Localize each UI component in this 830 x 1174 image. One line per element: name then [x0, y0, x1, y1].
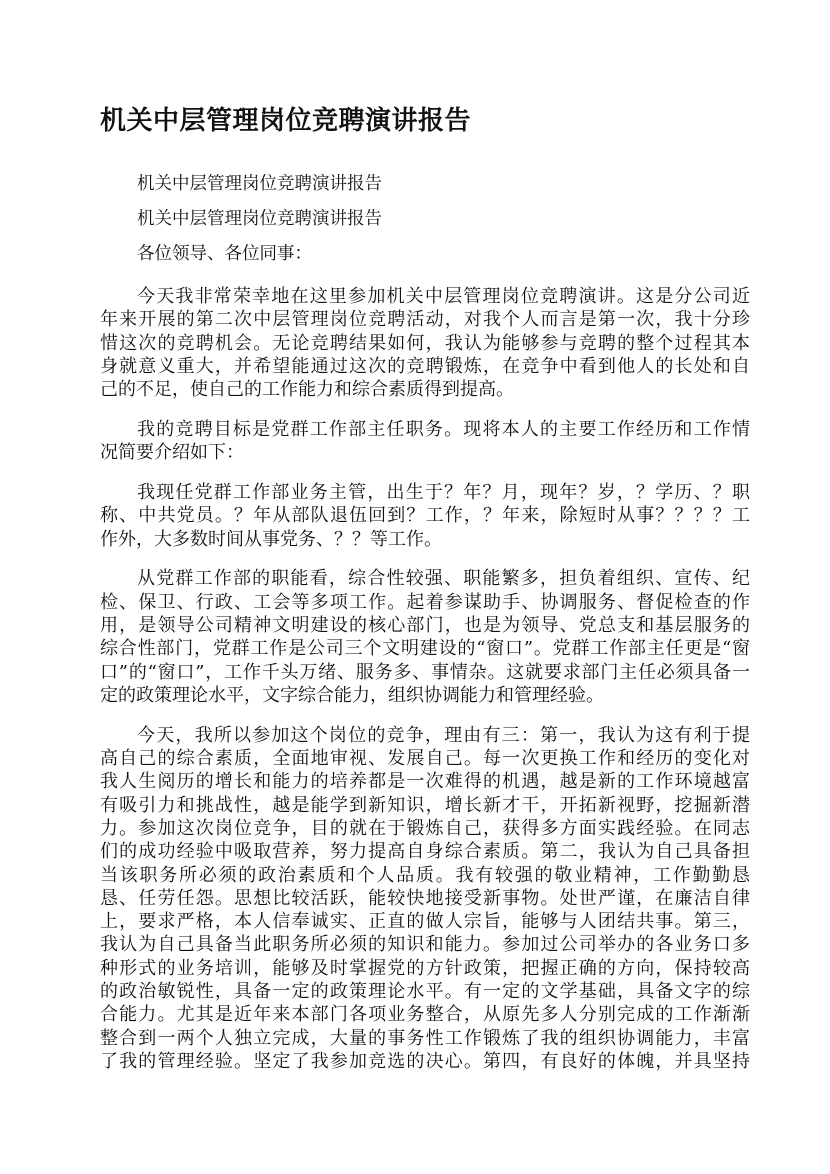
text-line: 的政治敏锐性，具备一定的政策理论水平。有一定的文学基础，具备文字的综	[100, 981, 750, 1003]
text-line: 身就意义重大，并希望能通过这次的竞聘锻炼，在竞争中看到他人的长处和自	[100, 355, 750, 377]
text-line: 合能力。尤其是近年来本部门各项业务整合，从原先多人分别完成的工作渐渐	[100, 1004, 750, 1026]
text-line: 我认为自己具备当此职务所必须的知识和能力。参加过公司举办的各业务口多	[100, 934, 750, 956]
text-line: 恳、任劳任怨。思想比较活跃，能较快地接受新事物。处世严谨，在廉洁自律	[100, 887, 750, 909]
text-line: 我的竞聘目标是党群工作部主任职务。现将本人的主要工作经历和工作情	[137, 418, 750, 440]
text-line: 整合到一两个人独立完成，大量的事务性工作锻炼了我的组织协调能力，丰富	[100, 1027, 750, 1049]
text-line: 今天我非常荣幸地在这里参加机关中层管理岗位竞聘演讲。这是分公司近	[137, 286, 750, 307]
text-line: 种形式的业务培训，能够及时掌握党的方针政策，把握正确的方向，保持较高	[100, 957, 750, 979]
document-title: 机关中层管理岗位竞聘演讲报告	[100, 106, 472, 136]
paragraph	[100, 418, 750, 465]
text-line: 当该职务所必须的政治素质和个人品质。我有较强的敬业精神，工作勤勤恳	[100, 864, 750, 886]
text-line: 今天，我所以参加这个岗位的竞争，理由有三：第一，我认为这有利于提	[137, 724, 750, 746]
text-line: 惜这次的竞聘机会。无论竞聘结果如何，我认为能够参与竞聘的整个过程其本	[100, 332, 750, 354]
text-line: 有吸引力和挑战性，越是能学到新知识，增长新才干，开拓新视野，挖掘新潜	[100, 794, 750, 816]
text-line: 作外，大多数时间从事党务、？？等工作。	[100, 528, 442, 550]
text-line: 检、保卫、行政、工会等多项工作。起着参谋助手、协调服务、督促检查的作	[100, 591, 750, 613]
text-line: 们的成功经验中吸取营养，努力提高自身综合素质。第二，我认为自己具备担	[100, 841, 750, 863]
subtitle-1: 机关中层管理岗位竞聘演讲报告	[137, 174, 382, 194]
document-body	[100, 285, 750, 1090]
text-line: 高自己的综合素质，全面地审视、发展自己。每一次更换工作和经历的变化对	[100, 748, 750, 770]
text-line: 口”的“窗口”，工作千头万绪、服务多、事情杂。这就要求部门主任必须具备一	[100, 661, 750, 683]
text-line: 年来开展的第二次中层管理岗位竞聘活动，对我个人而言是第一次，我十分珍	[100, 309, 750, 331]
text-line: 况简要介绍如下：	[100, 442, 244, 464]
text-line: 称、中共党员。？年从部队退伍回到？工作，？年来，除短时从事？？？？工	[100, 505, 750, 527]
greeting: 各位领导、各位同事：	[137, 244, 312, 264]
paragraph	[100, 481, 750, 551]
text-line: 综合性部门，党群工作是公司三个文明建设的“窗口”。党群工作部主任更是“窗	[100, 638, 750, 660]
subtitle-2: 机关中层管理岗位竞聘演讲报告	[137, 209, 382, 229]
text-line: 从党群工作部的职能看，综合性较强、职能繁多，担负着组织、宣传、纪	[137, 568, 750, 590]
text-line: 我现任党群工作部业务主管，出生于？年？月，现年？岁，？学历、？职	[137, 482, 750, 504]
paragraph	[100, 285, 750, 401]
paragraph	[100, 567, 750, 707]
text-line: 力。参加这次岗位竞争，目的就在于锻炼自己，获得多方面实践经验。在同志	[100, 817, 750, 839]
text-line: 定的政策理论水平，文字综合能力，组织协调能力和管理经验。	[100, 684, 604, 706]
text-line: 我人生阅历的增长和能力的培养都是一次难得的机遇，越是新的工作环境越富	[100, 771, 750, 793]
paragraph	[100, 724, 750, 1073]
text-line: 己的不足，使自己的工作能力和综合素质得到提高。	[100, 379, 514, 401]
text-line: 用，是领导公司精神文明建设的核心部门，也是为领导、党总支和基层服务的	[100, 615, 750, 637]
text-line: 了我的管理经验。坚定了我参加竞选的决心。第四，有良好的体魄，并具坚持	[100, 1050, 750, 1072]
text-line: 上，要求严格，本人信奉诚实、正直的做人宗旨，能够与人团结共事。第三，	[100, 911, 750, 933]
